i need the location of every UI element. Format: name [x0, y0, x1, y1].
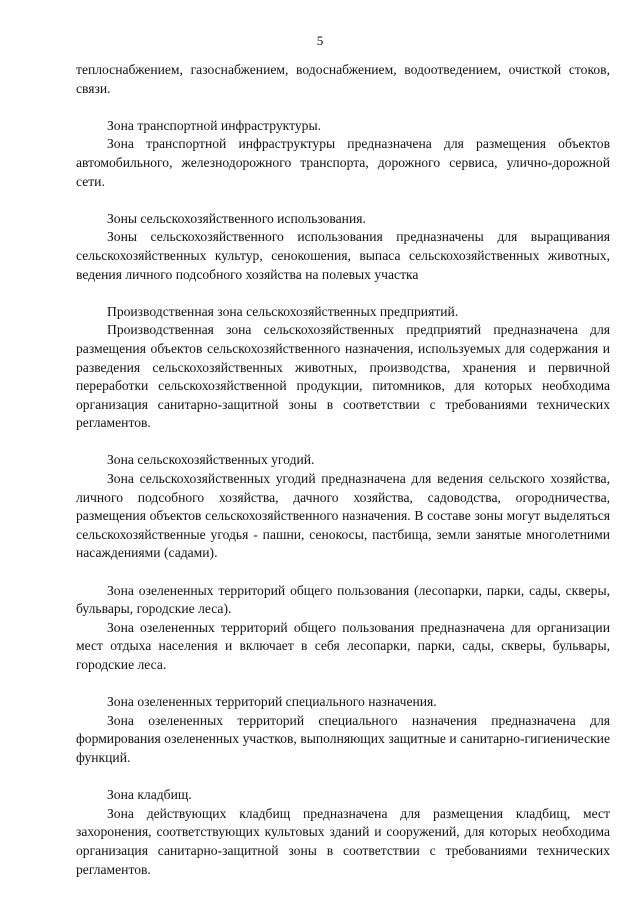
section-heading: Зона сельскохозяйственных угодий.	[107, 452, 315, 468]
section-transport	[76, 117, 610, 191]
section-agricultural-lands	[76, 451, 610, 563]
section-paragraph: Зона транспортной инфраструктуры предназначена для размещения объектов автомобильного, железнодорожного транспорта, дорожного сервиса, улично-дорожной сети.	[76, 136, 610, 189]
intro-paragraph: теплоснабжением, газоснабжением, водоснабжением, водоотведением, очисткой стоков, связи.	[76, 62, 610, 96]
section-cemeteries	[76, 786, 610, 879]
page-number: 5	[316, 33, 324, 48]
section-green-special	[76, 693, 610, 767]
section-heading: Зона озелененных территорий специального назначения.	[107, 694, 437, 710]
section-heading: Зоны сельскохозяйственного использования.	[107, 210, 366, 226]
section-agricultural-enterprises	[76, 303, 610, 433]
section-agricultural-use	[76, 210, 610, 284]
section-heading: Производственная зона сельскохозяйственных предприятий.	[107, 303, 459, 319]
section-heading: Зона озелененных территорий общего пользования (лесопарки, парки, сады, скверы, бульвары, городские леса).	[76, 582, 610, 617]
section-paragraph: Зона озелененных территорий общего пользования предназначена для организации мест отдыха населения и включает в себя лесопарки, парки, сады, скверы, бульвары, городские леса.	[76, 619, 610, 672]
section-paragraph: Зона действующих кладбищ предназначена для размещения кладбищ, мест захоронения, соответствующих культовых зданий и сооружений, для которых необходима организация санитарно-защитной зоны в соответствии с требованиями технических регламентов.	[76, 805, 610, 877]
section-green-public	[76, 582, 610, 675]
intro-block	[76, 61, 610, 98]
section-heading: Зона кладбищ.	[107, 787, 192, 803]
section-paragraph: Зона сельскохозяйственных угодий предназначена для ведения сельского хозяйства, личного подсобного хозяйства, дачного хозяйства, садоводства, огородничества, размещения объектов сельскохозяйственного назначения. В составе зоны могут выделяться сельскохозяйственные угодья - пашни, сенокосы, пастбища, земли занятые многолетними насаждениями (садами).	[76, 471, 610, 561]
section-paragraph: Зона озелененных территорий специального назначения предназначена для формирования озелененных участков, выполняющих защитные и санитарно-гигиенические функций.	[76, 712, 610, 765]
section-heading: Зона транспортной инфраструктуры.	[107, 117, 321, 133]
section-paragraph: Производственная зона сельскохозяйственных предприятий предназначена для размещения объектов сельскохозяйственного назначения, используемых для содержания и разведения сельскохозяйственных животных, производства, хранения и первичной переработки сельскохозяйственной продукции, питомников, для которых необходима организация санитарно-защитной зоны в соответствии с требованиями технических регламентов.	[76, 322, 610, 431]
section-paragraph: Зоны сельскохозяйственного использования предназначены для выращивания сельскохозяйственных культур, сенокошения, выпаса сельскохозяйственных животных, ведения личного подсобного хозяйства на полевых участка	[76, 229, 610, 282]
document-body	[76, 61, 610, 898]
